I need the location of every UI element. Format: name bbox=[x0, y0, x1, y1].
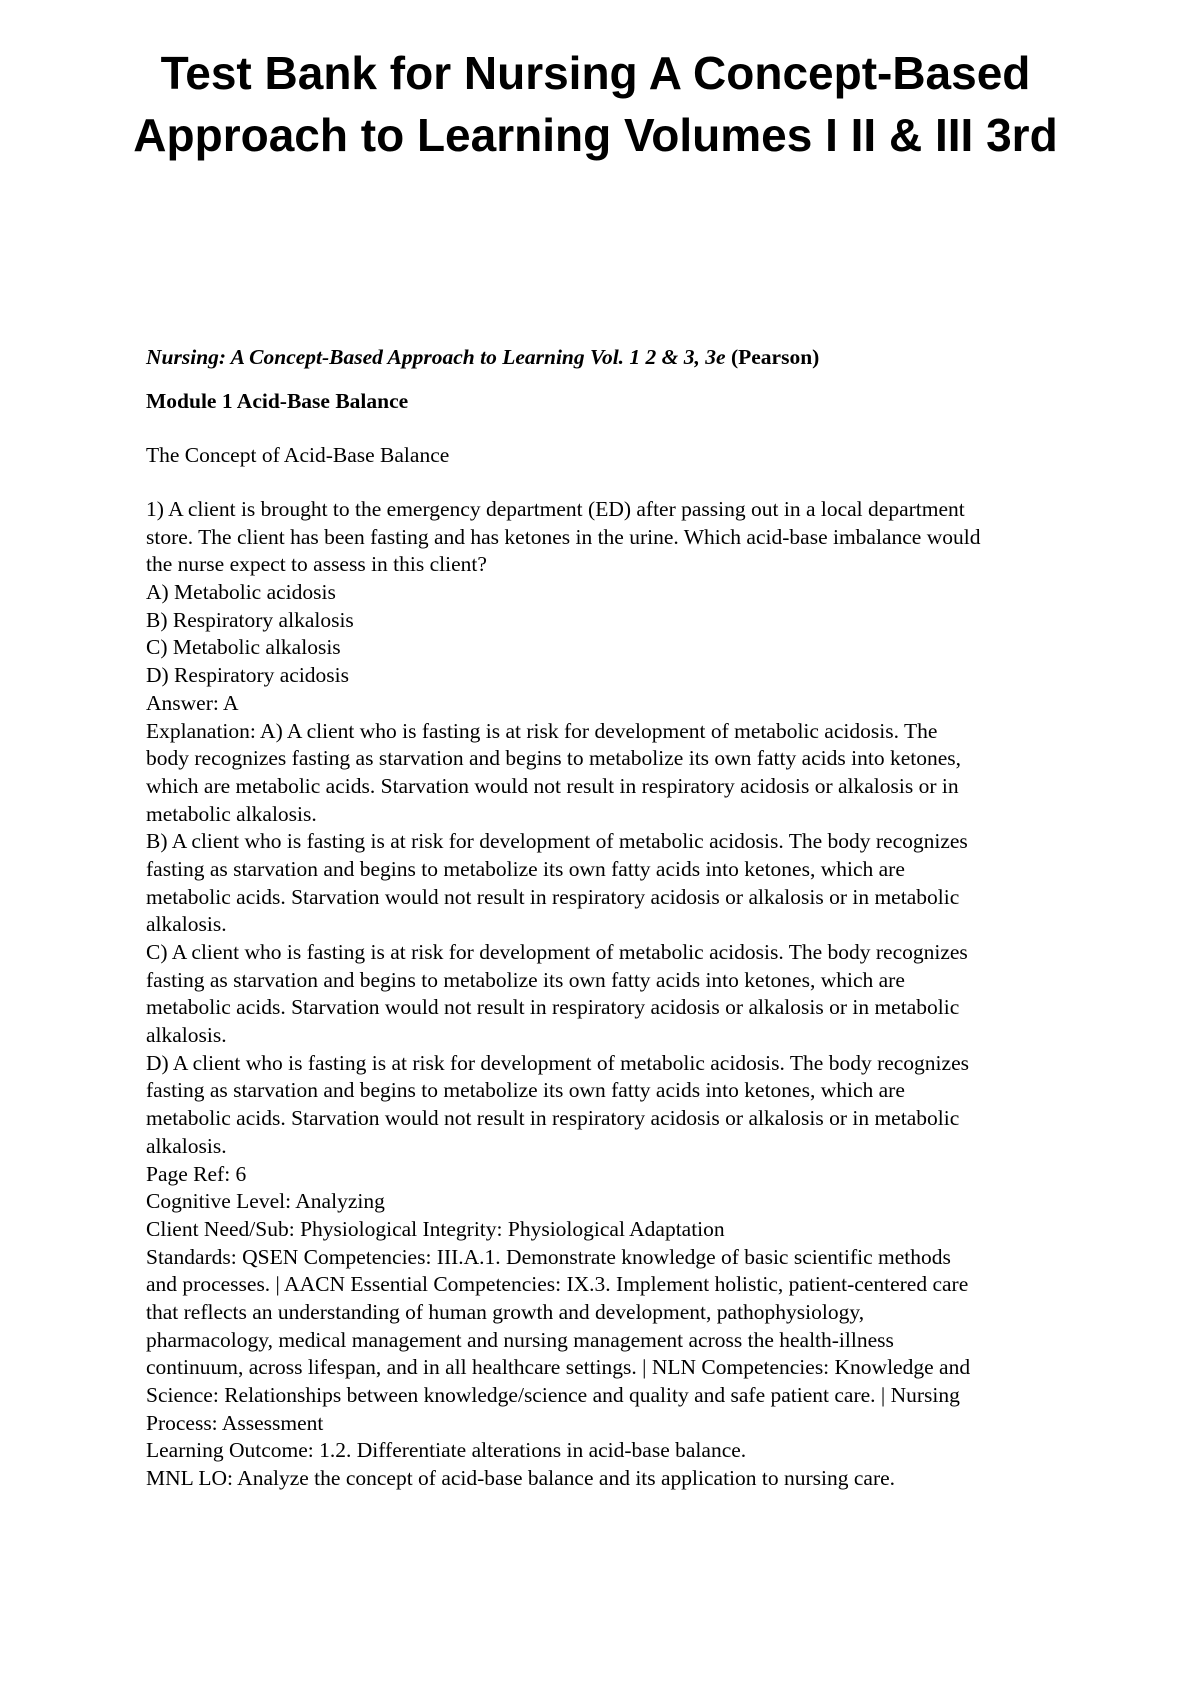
text-line: alkalosis. bbox=[146, 912, 227, 937]
text-line: Standards: QSEN Competencies: III.A.1. Demonstrate knowledge of basic scientific methods bbox=[146, 1244, 951, 1269]
text-line: fasting as starvation and begins to metabolize its own fatty acids into ketones, which are bbox=[146, 967, 905, 992]
text-line: C) Metabolic alkalosis bbox=[146, 635, 341, 660]
text-line: Science: Relationships between knowledge/science and quality and safe patient care. | Nursing bbox=[146, 1383, 960, 1407]
text-line: B) Respiratory alkalosis bbox=[146, 607, 354, 632]
text-line: alkalosis. bbox=[146, 1133, 227, 1158]
document-title bbox=[0, 42, 1191, 166]
text-line: fasting as starvation and begins to metabolize its own fatty acids into ketones, which are bbox=[146, 856, 905, 881]
text-line: Page Ref: 6 bbox=[146, 1161, 247, 1186]
text-line: MNL LO: Analyze the concept of acid-base balance and its application to nursing care. bbox=[146, 1466, 896, 1491]
text-line: Explanation: A) A client who is fasting is at risk for development of metabolic acidosis. The bbox=[146, 718, 938, 743]
text-line: fasting as starvation and begins to metabolize its own fatty acids into ketones, which are bbox=[146, 1078, 905, 1103]
text-line: Cognitive Level: Analyzing bbox=[146, 1189, 385, 1214]
text-line: alkalosis. bbox=[146, 1023, 227, 1048]
text-line: continuum, across lifespan, and in all healthcare settings. | NLN Competencies: Knowledge and bbox=[146, 1355, 971, 1380]
text-line: which are metabolic acids. Starvation would not result in respiratory acidosis or alkalosis or in bbox=[146, 773, 959, 798]
title-line: Test Bank for Nursing A Concept-Based bbox=[160, 47, 1031, 99]
text-line: and processes. | AACN Essential Competencies: IX.3. Implement holistic, patient-centered care bbox=[146, 1272, 969, 1297]
module-heading: Module 1 Acid-Base Balance bbox=[146, 389, 409, 413]
text-line: Answer: A bbox=[146, 690, 239, 715]
title-line: Approach to Learning Volumes I II & III 3rd bbox=[133, 109, 1058, 161]
book-reference bbox=[146, 342, 1146, 386]
text-line: store. The client has been fasting and has ketones in the urine. Which acid-base imbalance would bbox=[146, 524, 981, 549]
text-line: body recognizes fasting as starvation and begins to metabolize its own fatty acids into ketones, bbox=[146, 746, 962, 771]
text-line: Learning Outcome: 1.2. Differentiate alterations in acid-base balance. bbox=[146, 1438, 747, 1463]
publisher: (Pearson) bbox=[730, 345, 820, 369]
text-line: metabolic acids. Starvation would not result in respiratory acidosis or alkalosis or in metabolic bbox=[146, 995, 960, 1020]
text-line: metabolic acids. Starvation would not result in respiratory acidosis or alkalosis or in metabolic bbox=[146, 1106, 960, 1131]
text-line: pharmacology, medical management and nursing management across the health-illness bbox=[146, 1327, 894, 1352]
text-line: 1) A client is brought to the emergency department (ED) after passing out in a local department bbox=[146, 497, 965, 521]
text-line: that reflects an understanding of human growth and development, pathophysiology, bbox=[146, 1299, 865, 1324]
text-line: Process: Assessment bbox=[146, 1410, 324, 1435]
concept-heading: The Concept of Acid-Base Balance bbox=[146, 443, 450, 467]
text-line: C) A client who is fasting is at risk for development of metabolic acidosis. The body recognizes bbox=[146, 940, 968, 964]
text-line: metabolic acids. Starvation would not result in respiratory acidosis or alkalosis or in metabolic bbox=[146, 884, 960, 909]
text-line: D) Respiratory acidosis bbox=[146, 663, 350, 688]
text-line: B) A client who is fasting is at risk for development of metabolic acidosis. The body recognizes bbox=[146, 829, 968, 854]
document-body bbox=[146, 342, 1146, 1493]
text-line: the nurse expect to assess in this client? bbox=[146, 552, 487, 577]
text-line: D) A client who is fasting is at risk for development of metabolic acidosis. The body recognizes bbox=[146, 1050, 969, 1075]
text-line: metabolic alkalosis. bbox=[146, 801, 317, 826]
text-line: Client Need/Sub: Physiological Integrity: Physiological Adaptation bbox=[146, 1216, 725, 1241]
text-line: A) Metabolic acidosis bbox=[146, 580, 336, 605]
book-title: Nursing: A Concept-Based Approach to Learning Vol. 1 2 & 3, 3e bbox=[146, 345, 726, 369]
question-block bbox=[146, 496, 1146, 1493]
